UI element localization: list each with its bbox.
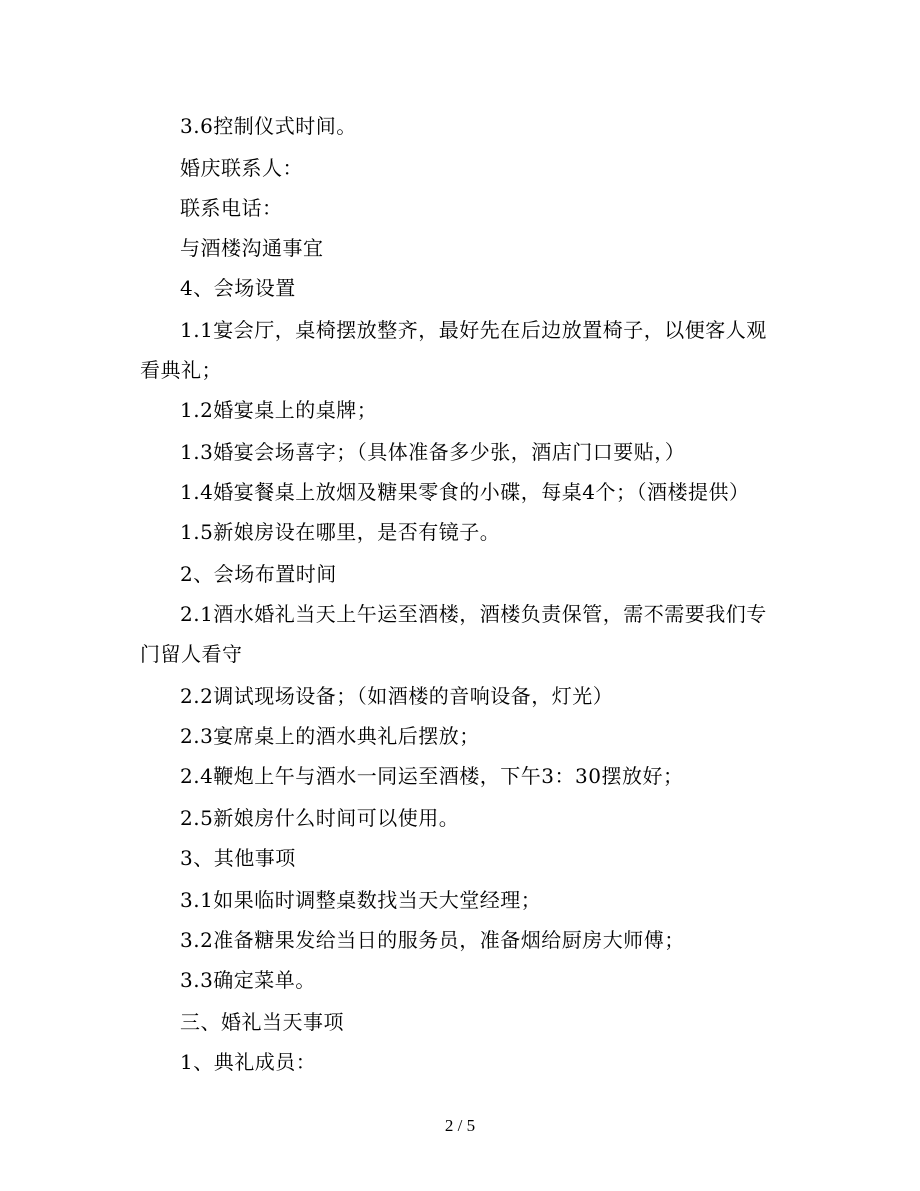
paragraph-line: 与酒楼沟通事宜 <box>180 236 324 260</box>
page-number: 2 / 5 <box>444 1116 476 1135</box>
paragraph-line: 1.1宴会厅，桌椅摆放整齐，最好先在后边放置椅子，以便客人观 <box>180 318 767 342</box>
paragraph-line: 3.6控制仪式时间。 <box>180 114 357 138</box>
paragraph-line: 1.4婚宴餐桌上放烟及糖果零食的小碟，每桌4个；（酒楼提供） <box>180 480 750 504</box>
paragraph-line: 1.3婚宴会场喜字；（具体准备多少张，酒店门口要贴，） <box>180 440 686 464</box>
paragraph-line: 门留人看守 <box>140 642 243 666</box>
section-heading: 4、会场设置 <box>180 276 296 300</box>
paragraph-line: 1.5新娘房设在哪里，是否有镜子。 <box>180 520 501 544</box>
section-heading: 1、典礼成员： <box>180 1050 317 1074</box>
paragraph-line: 联系电话： <box>180 196 283 220</box>
paragraph-line: 2.2调试现场设备；（如酒楼的音响设备，灯光） <box>180 684 614 708</box>
paragraph-line: 2.3宴席桌上的酒水典礼后摆放； <box>180 724 480 748</box>
section-heading: 3、其他事项 <box>180 846 296 870</box>
paragraph-line: 3.1如果临时调整桌数找当天大堂经理； <box>180 888 542 912</box>
paragraph-line: 2.1酒水婚礼当天上午运至酒楼，酒楼负责保管，需不需要我们专 <box>180 602 767 626</box>
section-heading: 三、婚礼当天事项 <box>180 1010 344 1034</box>
paragraph-line: 婚庆联系人： <box>180 156 303 180</box>
paragraph-line: 3.3确定菜单。 <box>180 968 316 992</box>
paragraph-line: 3.2准备糖果发给当日的服务员，准备烟给厨房大师傅； <box>180 928 685 952</box>
paragraph-line: 1.2婚宴桌上的桌牌； <box>180 398 378 422</box>
paragraph-line: 看典礼； <box>140 358 222 382</box>
paragraph-line: 2.5新娘房什么时间可以使用。 <box>180 806 460 830</box>
section-heading: 2、会场布置时间 <box>180 562 337 586</box>
paragraph-line: 2.4鞭炮上午与酒水一同运至酒楼，下午3：30摆放好； <box>180 764 684 788</box>
